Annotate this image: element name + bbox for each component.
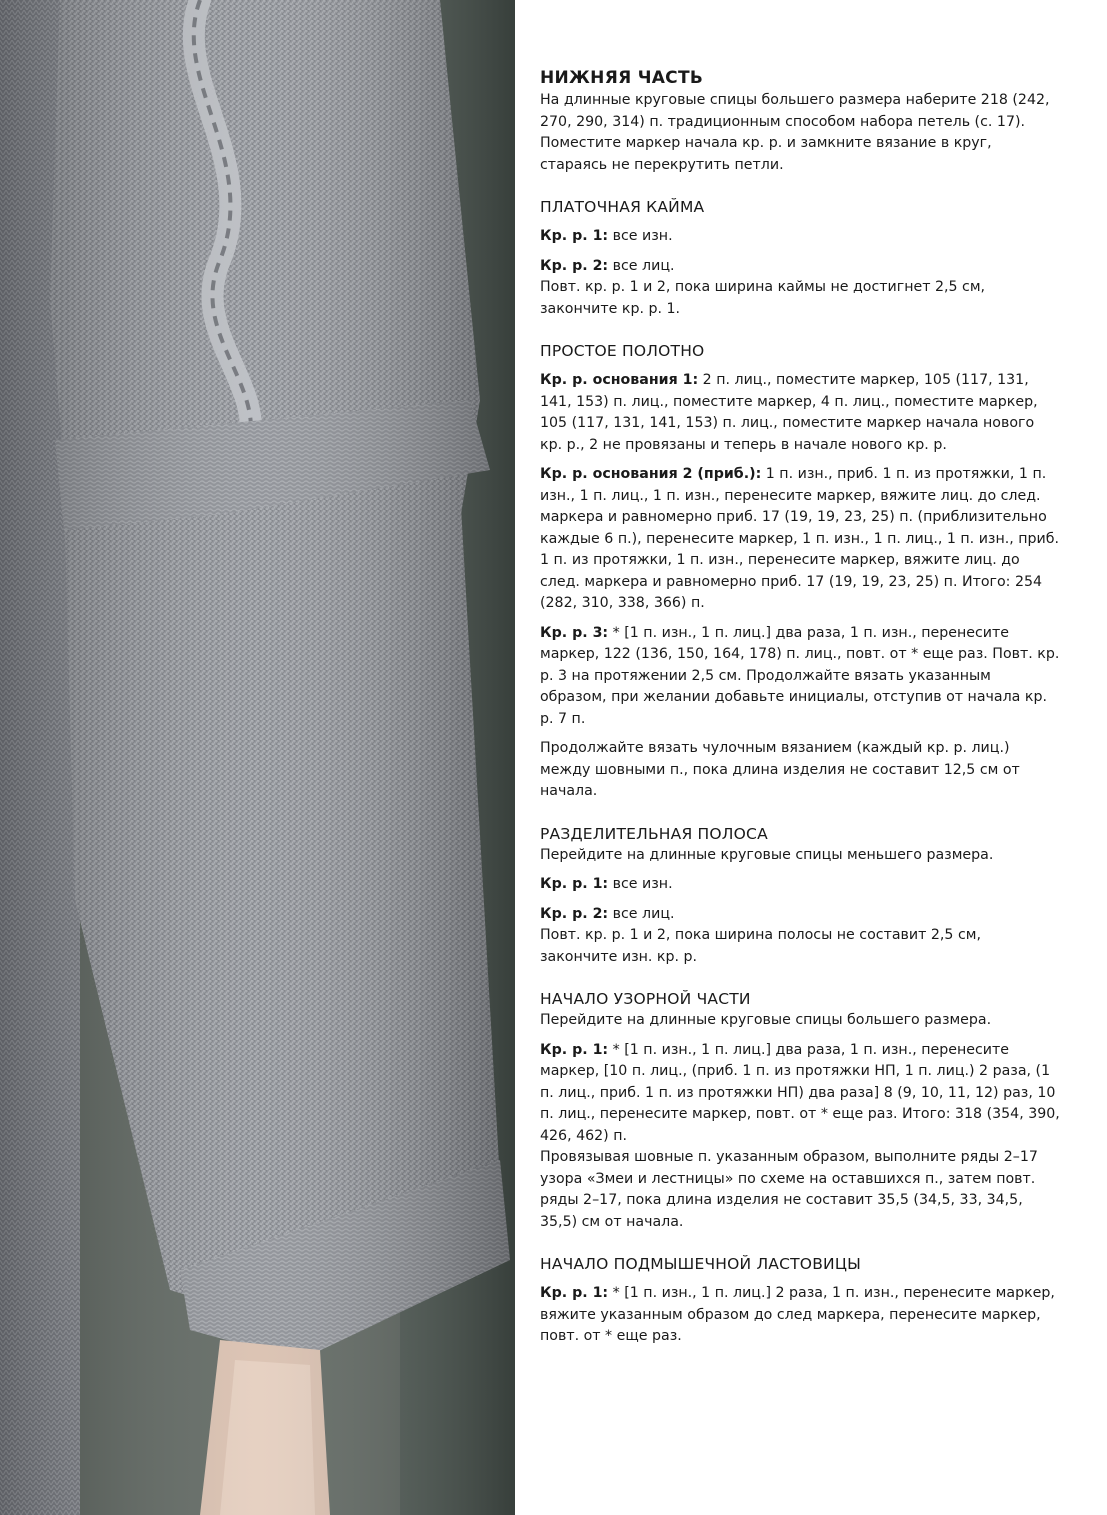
paragraph-text: * [1 п. изн., 1 п. лиц.] 2 раза, 1 п. изн., перенесите маркер, вяжите указанным образом до след маркера, перенесите маркер, повт. от * еще раз. [540,1285,1055,1344]
paragraph [540,904,1060,926]
paragraph-text: все изн. [608,228,673,244]
paragraph [540,874,1060,896]
section-plain-fabric [540,340,1060,803]
pattern-instructions [540,66,1060,1348]
paragraph [540,738,1060,803]
section-underarm-gusset [540,1253,1060,1348]
paragraph [540,277,1060,320]
paragraph-text: Повт. кр. р. 1 и 2, пока ширина каймы не достигнет 2,5 см, закончите кр. р. 1. [540,279,986,317]
paragraph [540,1147,1060,1233]
paragraph-text: все лиц. [608,257,675,274]
paragraph-text: Повт. кр. р. 1 и 2, пока ширина полосы не составит 2,5 см, закончите изн. кр. р. [540,927,981,965]
paragraph-text: * [1 п. изн., 1 п. лиц.] два раза, 1 п. изн., перенесите маркер, [10 п. лиц., (приб. 1 п. из протяжки НП, 1 п. лиц.) 2 раза, (1 п. лиц., приб. 1 п. из протяжки НП) два раза] 8 (9, 10, 11, 12) раз, 10 п. лиц., перенесите маркер, повт. от * еще раз. Итого: 318 (354, 390, 426, 462) п. [540,1041,1060,1144]
section-subtext: Перейдите на длинные круговые спицы меньшего размера. [540,846,994,863]
row-label: Кр. р. 3: [540,624,609,641]
section-heading: НАЧАЛО ПОДМЫШЕЧНОЙ ЛАСТОВИЦЫ [540,1255,861,1273]
paragraph-text: Провязывая шовные п. указанным образом, выполните ряды 2–17 узора «Змеи и лестницы» по схеме на оставшихся п., затем повт. ряды 2–17, пока длина изделия не составит 35,5 (34,5, 33, 34,5, 35,5) см от начала. [540,1149,1038,1230]
section-heading: ПРОСТОЕ ПОЛОТНО [540,342,705,360]
paragraph-text: Продолжайте вязать чулочным вязанием (каждый кр. р. лиц.) между шовными п., пока длина изделия не составит 12,5 см от начала. [540,740,1020,799]
section-dividing-band [540,823,1060,969]
row-label: Кр. р. основания 1: [540,372,699,388]
paragraph [540,256,1060,278]
paragraph-text: * [1 п. изн., 1 п. лиц.] два раза, 1 п. изн., перенесите маркер, 122 (136, 150, 164, 178) п. лиц., повт. от * еще раз. Повт. кр. р. 3 на протяжении 2,5 см. Продолжайте вязать указанным образом, при желании добавьте инициалы, отступив от начала кр. р. 7 п. [540,624,1060,727]
paragraph [540,1283,1060,1348]
knitted-sleeve-photo [0,0,515,1515]
section-heading: РАЗДЕЛИТЕЛЬНАЯ ПОЛОСА [540,824,768,843]
paragraph [540,90,1060,176]
paragraph [540,370,1060,456]
paragraph [540,623,1060,731]
row-label: Кр. р. 2: [540,905,609,922]
row-label: Кр. р. 1: [540,1041,609,1058]
row-label: Кр. р. 1: [540,876,609,892]
row-label: Кр. р. 1: [540,228,609,244]
row-label: Кр. р. 2: [540,257,609,274]
section-garter-border [540,196,1060,320]
paragraph-text: На длинные круговые спицы большего размера наберите 218 (242, 270, 290, 314) п. традиционным способом набора петель (с. 17). Поместите маркер начала кр. р. и замкните вязание в круг, стараясь не перекрутить петли. [540,92,1050,173]
section-subtext: Перейдите на длинные круговые спицы большего размера. [540,1012,992,1028]
sleeve-illustration [0,0,515,1515]
paragraph-text: все лиц. [608,905,675,922]
section-lower-part [540,66,1060,176]
section-pattern-start [540,988,1060,1233]
row-label: Кр. р. основания 2 (приб.): [540,466,762,482]
paragraph [540,226,1060,248]
section-heading: НАЧАЛО УЗОРНОЙ ЧАСТИ [540,990,751,1008]
section-heading: НИЖНЯЯ ЧАСТЬ [540,68,704,88]
row-label: Кр. р. 1: [540,1285,609,1301]
paragraph [540,1040,1060,1148]
paragraph [540,925,1060,968]
section-heading: ПЛАТОЧНАЯ КАЙМА [540,198,705,216]
paragraph-text: 2 п. лиц., поместите маркер, 105 (117, 131, 141, 153) п. лиц., поместите маркер, 4 п. лиц., поместите маркер, 105 (117, 131, 141, 153) п. лиц., поместите маркер начала нового кр. р., 2 не провязаны и теперь в начале нового кр. р. [540,372,1038,453]
paragraph-text: 1 п. изн., приб. 1 п. из протяжки, 1 п. изн., 1 п. лиц., 1 п. изн., перенесите маркер, вяжите лиц. до след. маркера и равномерно приб. 17 (19, 19, 23, 25) п. (приблизительно каждые 6 п.), перенесите маркер, 1 п. изн., 1 п. лиц., 1 п. изн., приб. 1 п. из протяжки, 1 п. изн., перенесите маркер, вяжите лиц. до след. маркера и равномерно приб. 17 (19, 19, 23, 25) п. Итого: 254 (282, 310, 338, 366) п. [540,466,1060,611]
paragraph [540,464,1060,615]
paragraph-text: все изн. [608,876,673,892]
